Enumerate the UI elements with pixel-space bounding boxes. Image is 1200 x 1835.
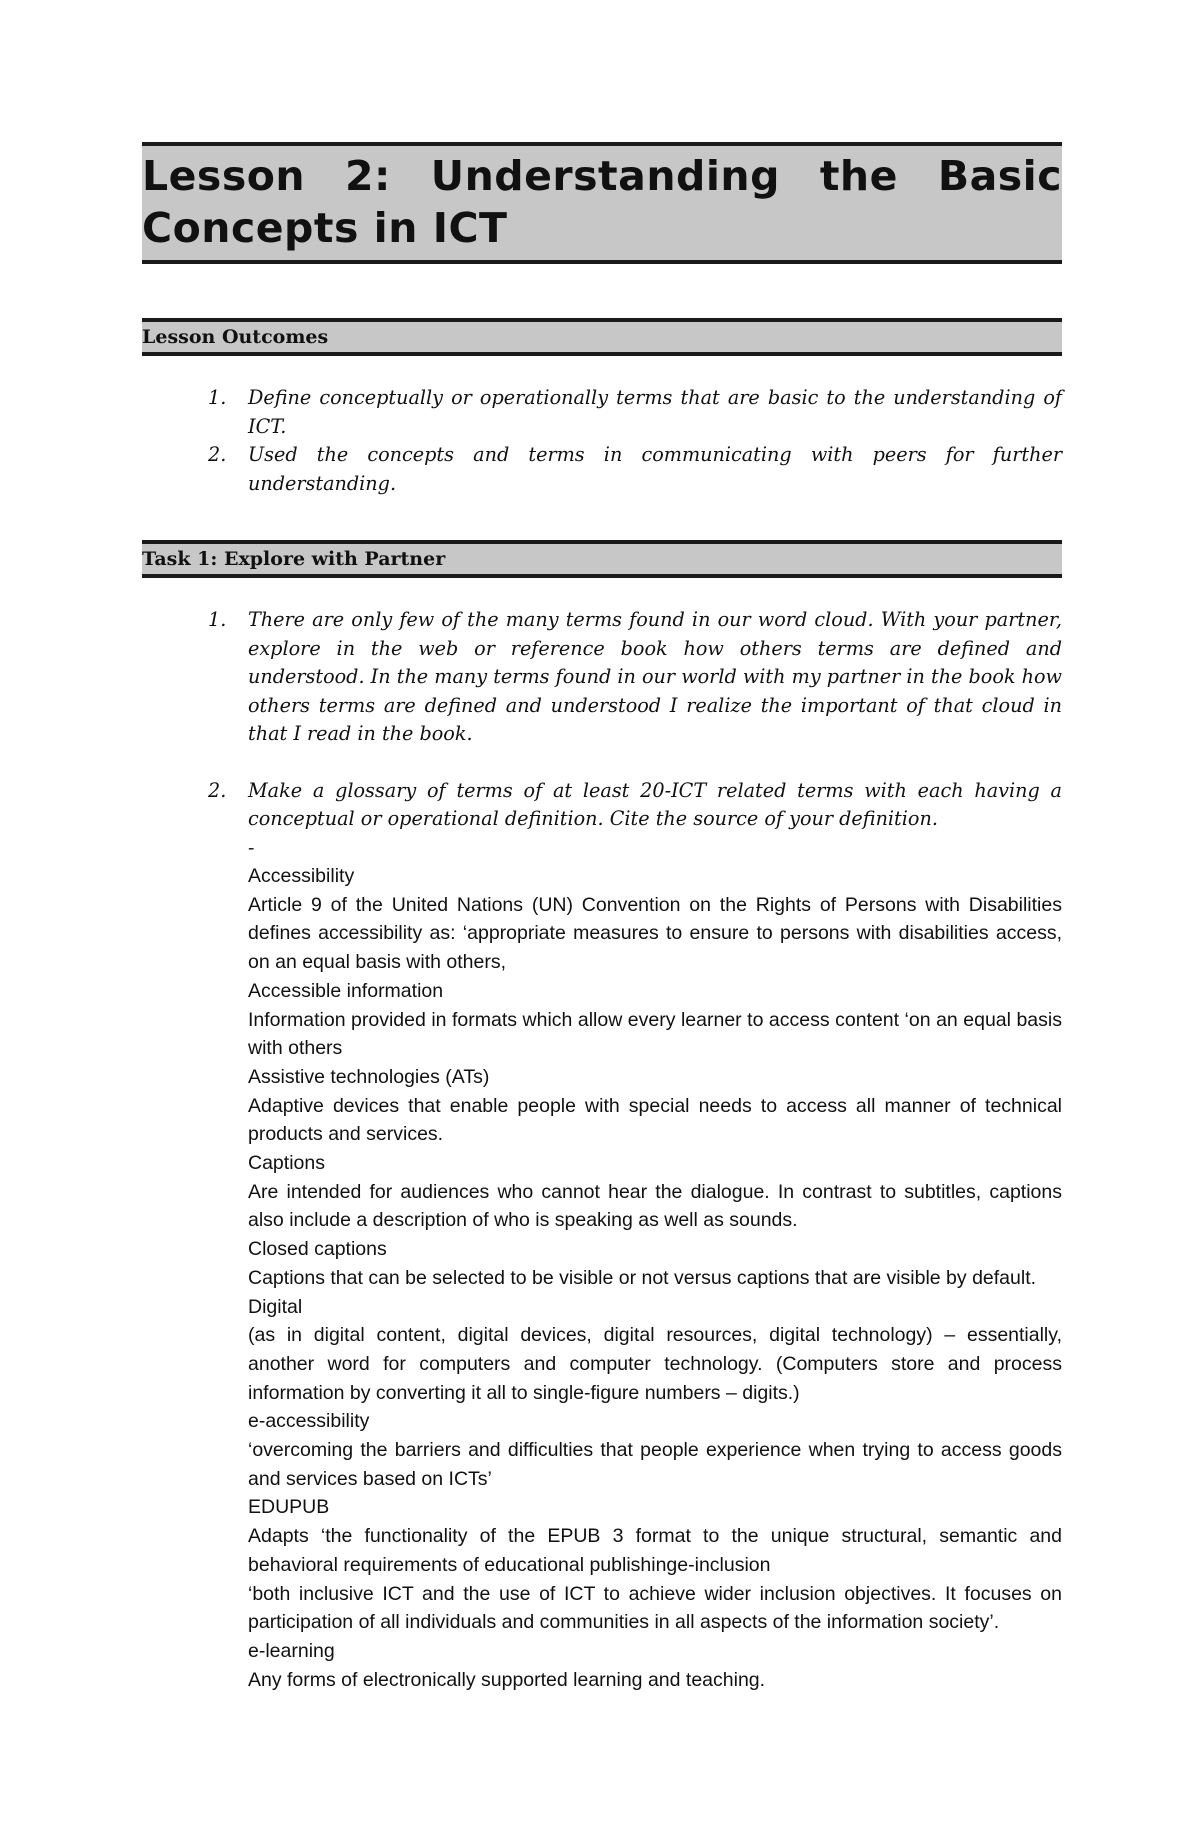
list-item-text: Used the concepts and terms in communicating with peers for further understanding.: [248, 443, 1062, 495]
dash-marker: -: [248, 836, 255, 859]
list-item-number: 2.: [208, 778, 227, 802]
glossary-definition: (as in digital content, digital devices, digital resources, digital technology) – essentially, another word for computers and computer technology. (Computers store and process information by converting it all to single-figure numbers – digits.): [248, 1324, 1062, 1404]
list-item-number: 1.: [208, 608, 227, 631]
page-title: Lesson 2: Understanding the Basic Concepts in ICT: [142, 152, 1062, 252]
outcomes-list: [142, 384, 1062, 498]
glossary-term: Assistive technologies (ATs): [248, 1065, 490, 1088]
glossary-definition: Captions that can be selected to be visible or not versus captions that are visible by default.: [248, 1266, 1037, 1289]
document-page: [142, 142, 1062, 1694]
task-list: [142, 606, 1062, 834]
list-item-number: 2.: [208, 443, 227, 466]
title-band: [142, 142, 1062, 264]
list-item-text: There are only few of the many terms found in our word cloud. With your partner, explore in the web or reference book how others terms are defined and understood. In the many terms found in our world with my partner in the book how others terms are defined and understood I realize the important of that cloud in that I read in the book.: [248, 608, 1062, 745]
glossary-term: Digital: [248, 1295, 303, 1318]
glossary-definition: Information provided in formats which allow every learner to access content ‘on an equal basis with others: [248, 1008, 1062, 1060]
glossary-definition: Are intended for audiences who cannot hear the dialogue. In contrast to subtitles, captions also include a description of who is speaking as well as sounds.: [248, 1180, 1062, 1232]
glossary-definition: Article 9 of the United Nations (UN) Convention on the Rights of Persons with Disabilities defines accessibility as: ‘appropriate measures to ensure to persons with disabilities access, on an equal basis with others,: [248, 893, 1062, 974]
list-item: [142, 777, 1062, 834]
glossary-term: e-accessibility: [248, 1410, 370, 1433]
glossary-definition: Adaptive devices that enable people with special needs to access all manner of technical products and services.: [248, 1094, 1062, 1146]
glossary-term: Captions: [248, 1152, 325, 1175]
list-item: [142, 384, 1062, 441]
lesson-outcomes-heading-band: [142, 318, 1062, 356]
lesson-outcomes-heading: Lesson Outcomes: [142, 326, 329, 348]
glossary-definition: Adapts ‘the functionality of the EPUB 3 format to the unique structural, semantic and behavioral requirements of educational publishinge-inclusion: [248, 1525, 1062, 1576]
list-item: [142, 606, 1062, 749]
task-heading: Task 1: Explore with Partner: [142, 548, 446, 570]
list-item-text: Make a glossary of terms of at least 20-ICT related terms with each having a conceptual or operational definition. Cite the source of your definition.: [248, 778, 1062, 830]
glossary-term: Accessibility: [248, 865, 355, 887]
glossary-definition: ‘overcoming the barriers and difficulties that people experience when trying to access goods and services based on ICTs’: [248, 1439, 1062, 1490]
list-item: [142, 441, 1062, 498]
glossary-definition: Any forms of electronically supported learning and teaching.: [248, 1668, 766, 1691]
glossary: [142, 862, 1062, 1694]
glossary-definition: ‘both inclusive ICT and the use of ICT to achieve wider inclusion objectives. It focuses on participation of all individuals and communities in all aspects of the information society’.: [248, 1582, 1062, 1634]
list-item-number: 1.: [208, 386, 227, 409]
list-item-text: Define conceptually or operationally terms that are basic to the understanding of ICT.: [248, 386, 1062, 438]
glossary-term: Closed captions: [248, 1238, 387, 1261]
glossary-term: Accessible information: [248, 979, 444, 1002]
glossary-term: e-learning: [248, 1639, 335, 1662]
glossary-term: EDUPUB: [248, 1496, 330, 1519]
task-heading-band: [142, 540, 1062, 578]
